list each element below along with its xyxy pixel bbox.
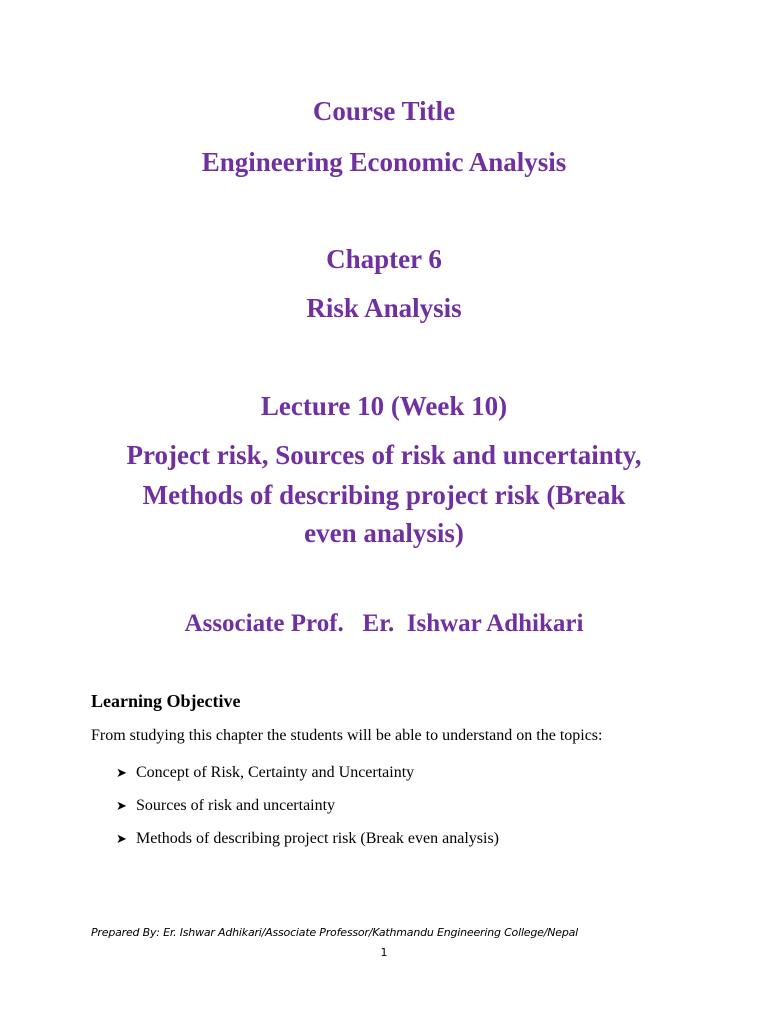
topic-line: Methods of describing project risk (Break — [142, 480, 626, 510]
objectives-list — [116, 756, 499, 855]
arrowhead-bullet-icon: ➤ — [116, 797, 127, 813]
author-line: Associate Prof. Er. Ishwar Adhikari — [184, 610, 584, 637]
list-item — [116, 756, 499, 789]
list-item — [116, 822, 499, 855]
prepared-by-footer: Prepared By: Er. Ishwar Adhikari/Associate Professor/Kathmandu Engineering College/Nepal — [91, 926, 578, 939]
page-number: 1 — [380, 946, 388, 959]
lecture-label: Lecture 10 (Week 10) — [260, 391, 508, 421]
chapter-label: Chapter 6 — [326, 244, 442, 274]
chapter-name: Risk Analysis — [306, 293, 462, 323]
topic-line: even analysis) — [304, 518, 464, 548]
objective-text: Methods of describing project risk (Break even analysis) — [136, 829, 500, 847]
list-item — [116, 789, 499, 822]
topic-line: Project risk, Sources of risk and uncertainty, — [126, 440, 642, 470]
objective-text: Concept of Risk, Certainty and Uncertainty — [136, 763, 415, 781]
objective-text: Sources of risk and uncertainty — [136, 796, 336, 814]
course-label: Course Title — [312, 96, 456, 126]
course-name: Engineering Economic Analysis — [201, 147, 567, 177]
learning-objective-intro: From studying this chapter the students will be able to understand on the topics: — [91, 727, 603, 744]
arrowhead-bullet-icon: ➤ — [116, 764, 127, 780]
learning-objective-heading: Learning Objective — [91, 691, 241, 711]
arrowhead-bullet-icon: ➤ — [116, 830, 127, 846]
